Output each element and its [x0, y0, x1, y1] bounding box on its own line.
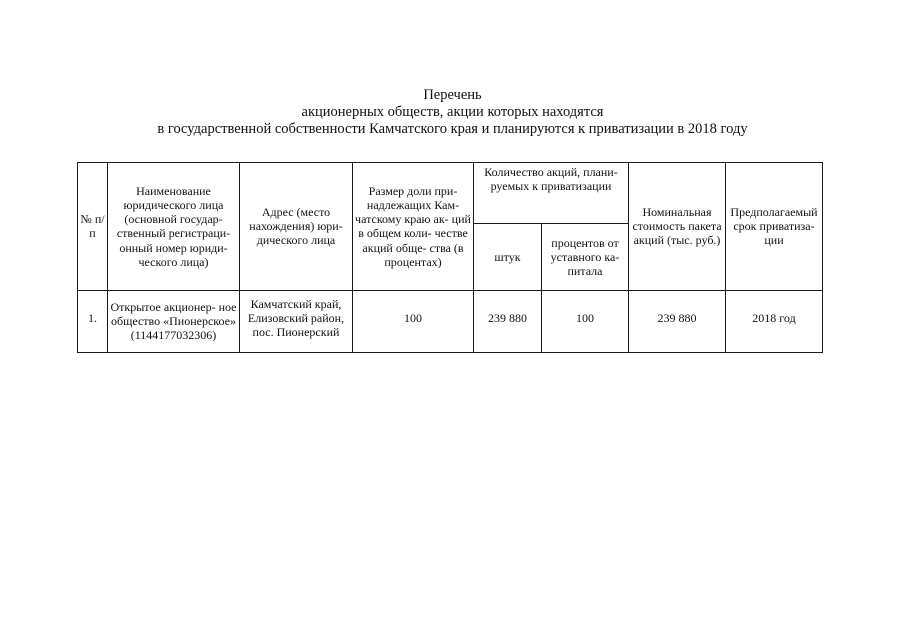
cell-share: 100 [353, 290, 474, 352]
cell-num: 1. [78, 290, 108, 352]
header-term: Предполагаемый срок приватиза- ции [726, 163, 823, 291]
cell-term: 2018 год [726, 290, 823, 352]
title-line-2: акционерных обществ, акции которых находятся [301, 104, 604, 120]
title-line-1: Перечень [423, 87, 482, 103]
header-nominal: Номинальная стоимость пакета акций (тыс. руб.) [629, 163, 726, 291]
header-num: № п/п [78, 163, 108, 291]
table-header-row [78, 163, 823, 224]
header-name: Наименование юридического лица (основной государ- ственный регистраци- онный номер юриди- ческого лица) [108, 163, 240, 291]
header-address: Адрес (место нахождения) юри- дического лица [240, 163, 353, 291]
header-quantity-percent: процентов от уставного ка- питала [542, 224, 629, 290]
cell-nominal: 239 880 [629, 290, 726, 352]
privatization-table [77, 162, 823, 353]
cell-quantity-percent: 100 [542, 290, 629, 352]
cell-name: Открытое акционер- ное общество «Пионерское» (1144177032306) [108, 290, 240, 352]
header-quantity-group: Количество акций, плани- руемых к приватизации [474, 163, 629, 224]
header-quantity-units: штук [474, 224, 542, 290]
document-title [0, 87, 905, 138]
table-row [78, 290, 823, 352]
cell-quantity-units: 239 880 [474, 290, 542, 352]
title-line-3: в государственной собственности Камчатского края и планируются к приватизации в 2018 году [157, 121, 748, 137]
header-share: Размер доли при- надлежащих Кам- чатскому краю ак- ций в общем коли- честве акций обще- ства (в процентах) [353, 163, 474, 291]
cell-address: Камчатский край, Елизовский район, пос. Пионерский [240, 290, 353, 352]
